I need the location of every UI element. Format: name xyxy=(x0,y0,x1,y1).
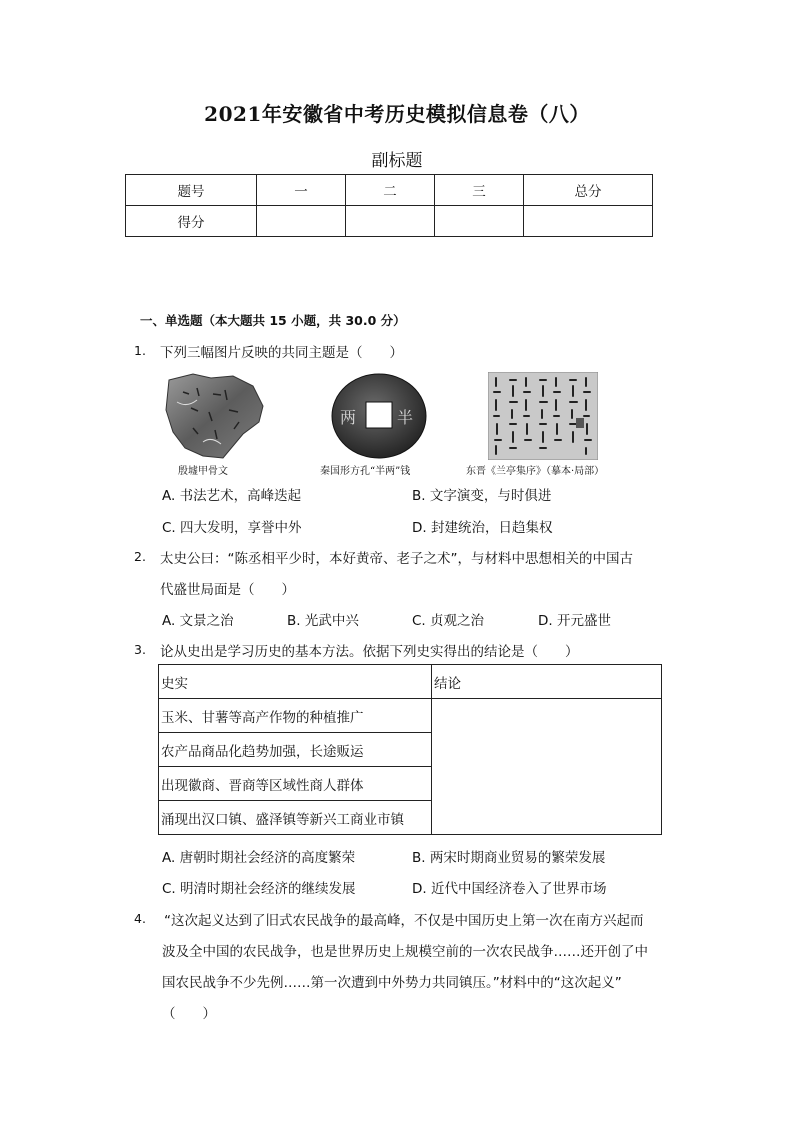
question-number: 3. xyxy=(134,642,146,657)
score-cell: 得分 xyxy=(126,206,257,237)
conclusion-cell xyxy=(432,699,662,835)
oracle-bone-image xyxy=(163,372,268,460)
option-d[interactable]: D. 封建统治，日趋集权 xyxy=(412,520,553,536)
option-b[interactable]: B. 两宋时期商业贸易的繁荣发展 xyxy=(412,850,606,866)
score-cell: 三 xyxy=(435,175,524,206)
score-cell: 题号 xyxy=(126,175,257,206)
question-text: “这次起义达到了旧式农民战争的最高峰，不仅是中国历史上第一次在南方兴起而 xyxy=(164,913,644,929)
question-number: 1. xyxy=(134,343,146,358)
table-header-cell: 结论 xyxy=(432,665,662,699)
option-a[interactable]: A. 文景之治 xyxy=(162,613,234,629)
image-caption: 殷墟甲骨文 xyxy=(178,466,228,477)
score-cell: 总分 xyxy=(524,175,653,206)
question-number: 2. xyxy=(134,549,146,564)
question-number: 4. xyxy=(134,911,146,926)
question-text: 波及全中国的农民战争，也是世界历史上规模空前的一次农民战争……还开创了中 xyxy=(162,944,648,960)
score-cell: 一 xyxy=(257,175,346,206)
option-a[interactable]: A. 唐朝时期社会经济的高度繁荣 xyxy=(162,850,356,866)
option-d[interactable]: D. 近代中国经济卷入了世界市场 xyxy=(412,881,607,897)
image-caption: 秦国形方孔“半两”钱 xyxy=(320,466,411,477)
facts-table xyxy=(158,664,662,835)
score-cell xyxy=(257,206,346,237)
question-text: 国农民战争不少先例……第一次遭到中外势力共同镇压。”材料中的“这次起义” xyxy=(162,975,622,991)
option-b[interactable]: B. 光武中兴 xyxy=(287,613,359,629)
page-subtitle: 副标题 xyxy=(371,151,423,171)
table-header-cell: 史实 xyxy=(159,665,432,699)
image-caption: 东晋《兰亭集序》（摹本·局部） xyxy=(466,466,605,477)
score-table xyxy=(125,174,653,237)
option-c[interactable]: C. 四大发明，享誉中外 xyxy=(162,520,302,536)
option-d[interactable]: D. 开元盛世 xyxy=(538,613,611,629)
question-text: 代盛世局面是（ ） xyxy=(160,582,295,598)
table-row xyxy=(159,699,662,733)
score-table-row xyxy=(126,175,653,206)
option-b[interactable]: B. 文字演变，与时俱进 xyxy=(412,488,552,504)
section-heading: 一、单选题（本大题共 15 小题，共 30.0 分） xyxy=(140,313,406,328)
question-text: 下列三幅图片反映的共同主题是（ ） xyxy=(160,345,403,361)
page-title: 2021年安徽省中考历史模拟信息卷（八） xyxy=(204,102,590,126)
question-text: 太史公曰：“陈丞相平少时，本好黄帝、老子之术”，与材料中思想相关的中国古 xyxy=(160,551,633,567)
table-cell: 涌现出汉口镇、盛泽镇等新兴工商业市镇 xyxy=(159,801,432,835)
table-cell: 农产品商品化趋势加强，长途贩运 xyxy=(159,733,432,767)
coin-image xyxy=(330,372,428,460)
score-cell xyxy=(346,206,435,237)
calligraphy-image xyxy=(488,372,598,460)
question-text: 论从史出是学习历史的基本方法。依据下列史实得出的结论是（ ） xyxy=(160,644,579,660)
score-cell xyxy=(524,206,653,237)
option-a[interactable]: A. 书法艺术，高峰迭起 xyxy=(162,488,302,504)
option-c[interactable]: C. 明清时期社会经济的继续发展 xyxy=(162,881,356,897)
score-cell xyxy=(435,206,524,237)
score-table-row xyxy=(126,206,653,237)
coin-character: 半 xyxy=(397,408,414,427)
table-cell: 玉米、甘薯等高产作物的种植推广 xyxy=(159,699,432,733)
question-text: （ ） xyxy=(162,1006,216,1022)
score-cell: 二 xyxy=(346,175,435,206)
option-c[interactable]: C. 贞观之治 xyxy=(412,613,485,629)
coin-character: 两 xyxy=(340,408,357,427)
table-cell: 出现徽商、晋商等区域性商人群体 xyxy=(159,767,432,801)
table-row xyxy=(159,665,662,699)
